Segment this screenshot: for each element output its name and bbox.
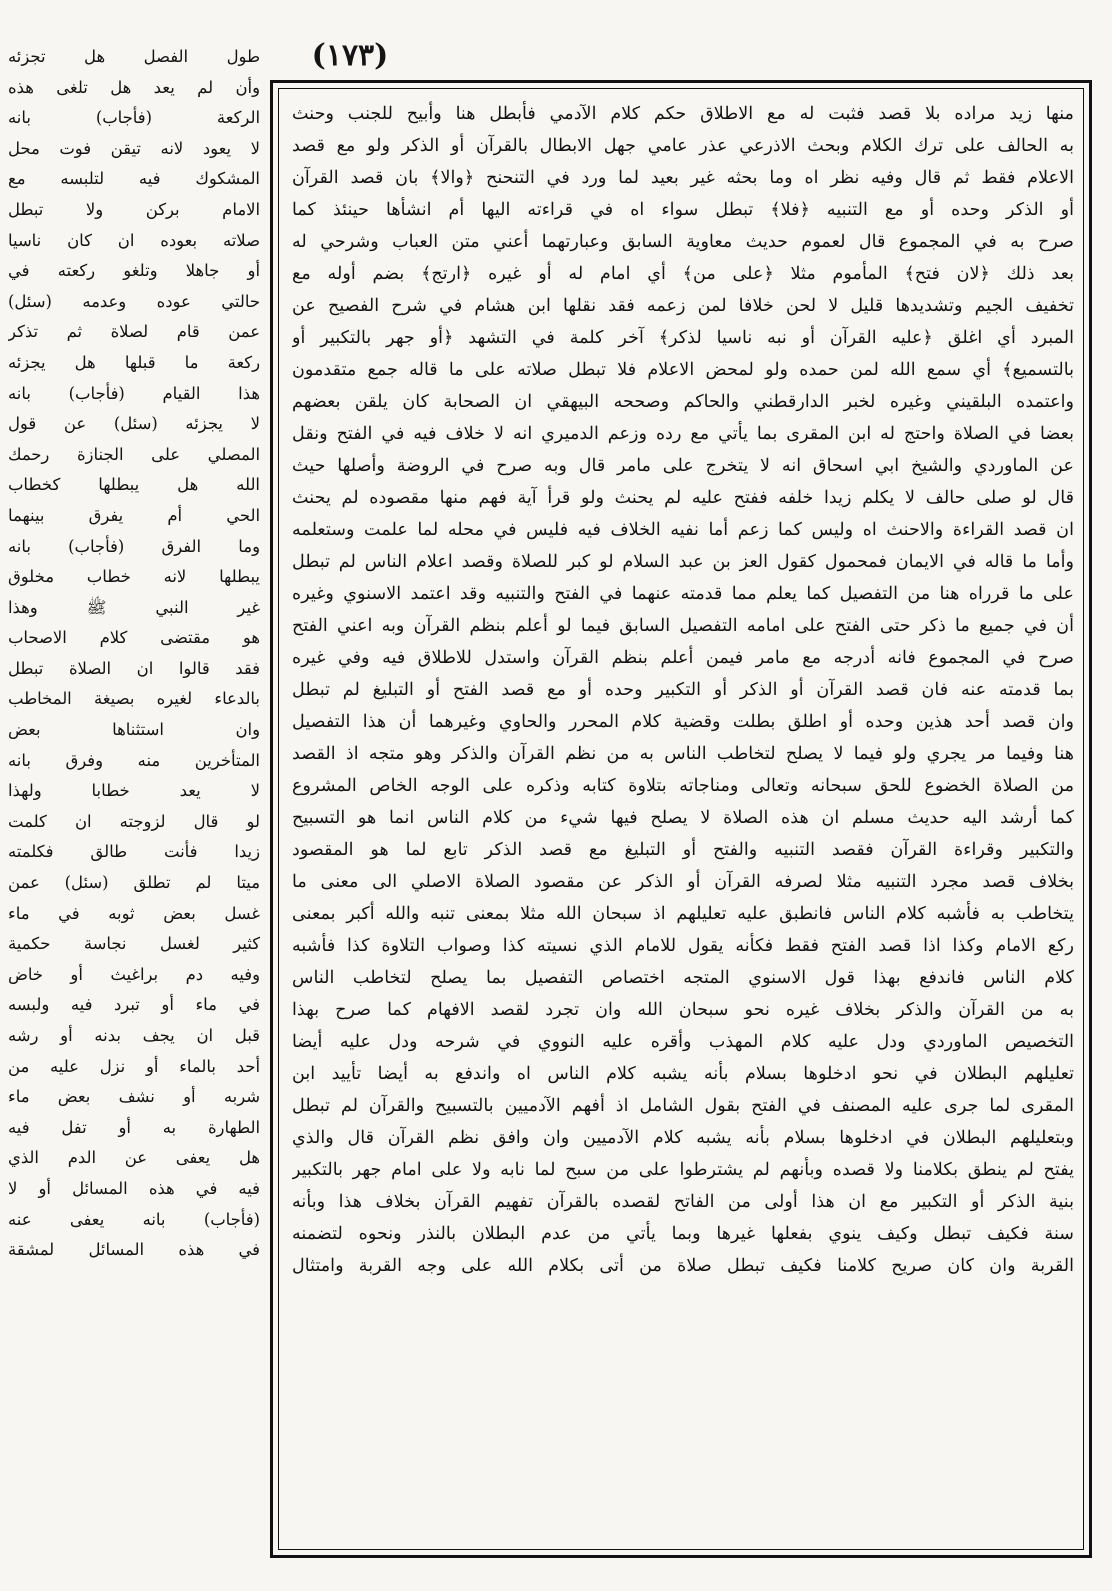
margin-text-line: يبطلها لانه خطاب مخلوق	[8, 567, 260, 587]
margin-text-line: كثير لغسل نجاسة حكمية	[8, 934, 260, 954]
margin-text-line: صلاته بعوده ان كان ناسيا	[8, 230, 260, 250]
main-text-line: القربة وان كان صريح كلامنا فكيف تبطل صلاة من أتى بكلام الله على وجه القربة وامتثال	[292, 1256, 1074, 1276]
main-text-line: المبرد أي اغلق ﴿عليه القرآن أو نبه ناسيا لذكر﴾ آخر كلمة في التشهد ﴿أو جهر بالتكبير أو	[292, 328, 1074, 348]
main-text-line: وأما ما قاله في الايمان فمحمول كقول العز بن عبد السلام لو كبر للصلاة وقصد اعلام الناس لم تبطل	[292, 552, 1074, 572]
margin-text-line: هو مقتضى كلام الاصحاب	[8, 628, 260, 648]
margin-text-line: حالتي عوده وعدمه (سئل)	[8, 291, 260, 311]
margin-text-line: ركعة ما قبلها هل يجزئه	[8, 352, 260, 372]
main-text-line: قال لو صلى حالف لا يكلم زيدا خلفه ففتح عليه لم يحنث ولو قرأ آية فهم منها مقصوده لم يحنث	[292, 488, 1074, 508]
main-text-line: تعليلهم البطلان في نحو ادخلوها بسلام بأنه يشبه كلام الناس اه واندفع به أيضا تأييد ابن	[292, 1064, 1074, 1084]
main-text-line: عن الماوردي والشيخ ابي اسحاق انه لا يتخرج على مامر قال وبه صرح في الروضة وأصلها حيث	[292, 456, 1074, 476]
margin-text-line: في ماء أو تبرد فيه ولبسه	[8, 995, 260, 1015]
margin-text-line: المشكوك فيه لتلبسه مع	[8, 169, 260, 189]
margin-text-line: الحي أم يفرق بينهما	[8, 505, 260, 525]
main-text-line: يتخاطب به فأشبه كلام الناس فانطبق عليه تعليلهم اذ سبحان الله مثلا بمعنى تنبه والله أكبر بمعنى	[292, 904, 1074, 924]
margin-text-line: زيدا فأنت طالق فكلمته	[8, 842, 260, 862]
margin-text-line: هذا القيام (فأجاب) بانه	[8, 383, 260, 403]
main-text-line: على ما قرراه هنا من التفصيل كما يعلم مما قدمته عنهما في الفتح والتنبيه وقد اعتمد الاسنوي وغيره	[292, 584, 1074, 604]
main-text-line: بالتسميع﴾ أي سمع الله لمن حمده ولو لمحض الاعلام فلا تبطل صلاته على ما قاله جمع متقدمون	[292, 360, 1074, 380]
margin-text-line: (فأجاب) بانه يعفى عنه	[8, 1209, 260, 1229]
margin-text-line: ميتا لم تطلق (سئل) عمن	[8, 873, 260, 893]
margin-text-line: وأن لم يعد هل تلغى هذه	[8, 77, 260, 97]
page-number: (١٧٣)	[311, 38, 389, 73]
margin-text-line: أحد بالماء أو نزل عليه من	[8, 1056, 260, 1076]
main-text-line: المقرى لما جرى عليه المصنف في الفتح بقول الشامل اذ أفهم الآدميين بالتسبيح والقرآن لم تبطل	[292, 1096, 1074, 1116]
main-text-line: بعد ذلك ﴿لان فتح﴾ المأموم مثلا ﴿على من﴾ أي امام له أو غيره ﴿ارتج﴾ بضم أوله مع	[292, 264, 1074, 284]
margin-text-line: الركعة (فأجاب) بانه	[8, 108, 260, 128]
main-text-line: واعتمده البلقيني وغيره لخبر الدارقطني والحاكم وصححه البيهقي ان الصحابة كان يلقن بعضهم	[292, 392, 1074, 412]
margin-text-line: لا يجزئه (سئل) عن قول	[8, 414, 260, 434]
margin-text-line: الله هل يبطلها كخطاب	[8, 475, 260, 495]
main-text-line: كما أرشد اليه حديث مسلم ان هذه الصلاة لا يصلح فيها شيء من كلام الناس انما هو التسبيح	[292, 808, 1074, 828]
margin-text-line: في هذه المسائل لمشقة	[8, 1240, 260, 1260]
margin-text-line: فقد قالوا ان الصلاة تبطل	[8, 658, 260, 678]
main-text-line: يفتح لم ينطق بكلامنا ولا قصده وبأنهم لم يشترطوا على من سبح لما نابه ولا على امام جهر بالتكبير	[292, 1160, 1074, 1180]
margin-text-line: أو جاهلا وتلغو ركعته في	[8, 261, 260, 281]
margin-text-line: فيه في هذه المسائل أو لا	[8, 1178, 260, 1198]
main-text-line: كلام الناس فاندفع بهذا قول الاسنوي المتجه اختصاص التفصيل بما يصلح لتخاطب الناس	[292, 968, 1074, 988]
main-text-line: هنا وفيما مر يجري ولو فيما لا يصلح لتخاطب الناس به من نظم القرآن والذكر وهو متجه اذ القصد	[292, 744, 1074, 764]
margin-commentary-column	[8, 42, 260, 1542]
margin-text-line: لو قال لزوجته ان كلمت	[8, 811, 260, 831]
margin-text-line: غسل بعض ثوبه في ماء	[8, 903, 260, 923]
margin-text-line: المصلي على الجنازة رحمك	[8, 444, 260, 464]
margin-text-line: شربه أو نشف بعض ماء	[8, 1087, 260, 1107]
main-text-line: سنة فكيف تبطل وكيف ينوي بفعلها غيرها وبما يأتي من عدم البطلان بالنذر ونحوه لتضمنه	[292, 1224, 1074, 1244]
main-text-line: بعضا في الصلاة واحتج له ابن المقرى بما يأتي مع رده وزعم الدميري انه لا خلاف فيه في الفتح ونقل	[292, 424, 1074, 444]
main-text-line: بما قدمته عنه فان قصد القرآن أو الذكر أو التكبير وحده أو مع قصد الفتح أو التبليغ لم تبطل	[292, 680, 1074, 700]
main-text-line: ان قصد القراءة والاحنث اه وليس كما زعم أما نفيه الخلاف فيه فليس في محله لما علمت وستعلمه	[292, 520, 1074, 540]
main-text-line: الاعلام فقط ثم قال وفيه نظر اه وما بحثه غير بعيد لما ورد في التنحنح ﴿والا﴾ بان قصد القرآن	[292, 168, 1074, 188]
margin-text-line: لا يعد خطابا ولهذا	[8, 781, 260, 801]
main-text-column	[292, 98, 1074, 1538]
main-text-line: التخصيص الماوردي ودل عليه كلام المهذب وأقره عليه النووي في شرحه ودل عليه أيضا	[292, 1032, 1074, 1052]
main-text-line: أو الذكر وحده أو مع التنبيه ﴿فلا﴾ تبطل سواء اه في قراءته اليها أم انشأها حينئذ كما	[292, 200, 1074, 220]
margin-text-line: الامام بركن ولا تبطل	[8, 199, 260, 219]
main-text-line: صرح به في المجموع قال لعموم حديث معاوية السابق وعبارتهما أعني متن العباب وشرحي له	[292, 232, 1074, 252]
margin-text-line: هل يعفى عن الدم الذي	[8, 1148, 260, 1168]
margin-text-line: وفيه دم براغيث أو خاض	[8, 964, 260, 984]
margin-text-line: طول الفصل هل تجزئه	[8, 47, 260, 66]
margin-text-line: قبل ان يجف بدنه أو رشه	[8, 1026, 260, 1045]
main-text-line: به من القرآن والذكر بخلاف غيره نحو سبحان الله وان تجرد لقصد الافهام كما صرح بهذا	[292, 1000, 1074, 1020]
main-text-line: بنية الذكر أو التكبير مع ان هذا أولى من الفاتح لقصده بالقرآن تفهيم القرآن بخلاف هذا وبأنه	[292, 1192, 1074, 1212]
main-text-line: والتكبير وقراءة القرآن فقصد التنبيه والفتح أو التبليغ مع قصد الذكر تابع لما هو المقصود	[292, 840, 1074, 860]
margin-text-line: وان استثناها بعض	[8, 720, 260, 740]
margin-text-line: الطهارة به أو تفل فيه	[8, 1117, 260, 1137]
main-text-line: من الصلاة الخضوع للحق سبحانه وتعالى ومناجاته بتلاوة كتابه وذكره على الوجه الخاص المشروع	[292, 776, 1074, 796]
margin-text-line: عمن قام لصلاة ثم تذكر	[8, 322, 260, 342]
main-text-line: بخلاف قصد مجرد التنبيه مثلا لصرفه القرآن أو الذكر عن مقصود الصلاة الاصلي الى معنى ما	[292, 872, 1074, 892]
main-text-line: وبتعليلهم البطلان في ادخلوها بسلام بأنه يشبه كلام الآدميين وان وافق نظم القرآن قال والذي	[292, 1128, 1074, 1148]
main-text-line: به الحالف على ترك الكلام وبحث الاذرعي عذر عامي جهل الابطال بالقرآن أو الذكر ولو مع قصد	[292, 136, 1074, 156]
main-text-line: أن في جميع ما ذكر حتى الفتح على امامه التفصيل السابق فيما لو أعلم بنظم القرآن وبه اعني الفتح	[292, 616, 1074, 636]
margin-text-line: بالدعاء لغيره بصيغة المخاطب	[8, 689, 260, 709]
margin-text-line: وما الفرق (فأجاب) بانه	[8, 536, 260, 556]
main-text-line: منها زيد مراده بلا قصد فثبت له مع الاطلاق حكم كلام الآدمي فأبطل هنا وأبيح للجنب وحنث	[292, 104, 1074, 124]
main-text-line: وان قصد أحد هذين وحده أو اطلق بطلت وقضية كلام المحرر والحاوي وغيرهما أن هذا التفصيل	[292, 712, 1074, 732]
main-text-line: تخفيف الجيم وتشديدها قليل لا لحن خلافا لمن زعمه فقد نقلها ابن هشام في شرح الفصيح عن	[292, 296, 1074, 316]
margin-text-line: المتأخرين منه وفرق بانه	[8, 750, 260, 770]
main-text-line: صرح في المجموع فانه أدرجه مع مامر فيمن أعلم بنظم القرآن واستدل للاطلاق فيه وفي غيره	[292, 648, 1074, 668]
margin-text-line: غير النبي ﷺ وهذا	[8, 597, 260, 617]
margin-text-line: لا يعود لانه تيقن فوت محل	[8, 138, 260, 158]
main-text-line: ركع الامام وكذا اذا قصد الفتح فقط فكأنه يقول للامام الذي نسيته كذا وصواب التلاوة كذا فأشبه	[292, 936, 1074, 956]
